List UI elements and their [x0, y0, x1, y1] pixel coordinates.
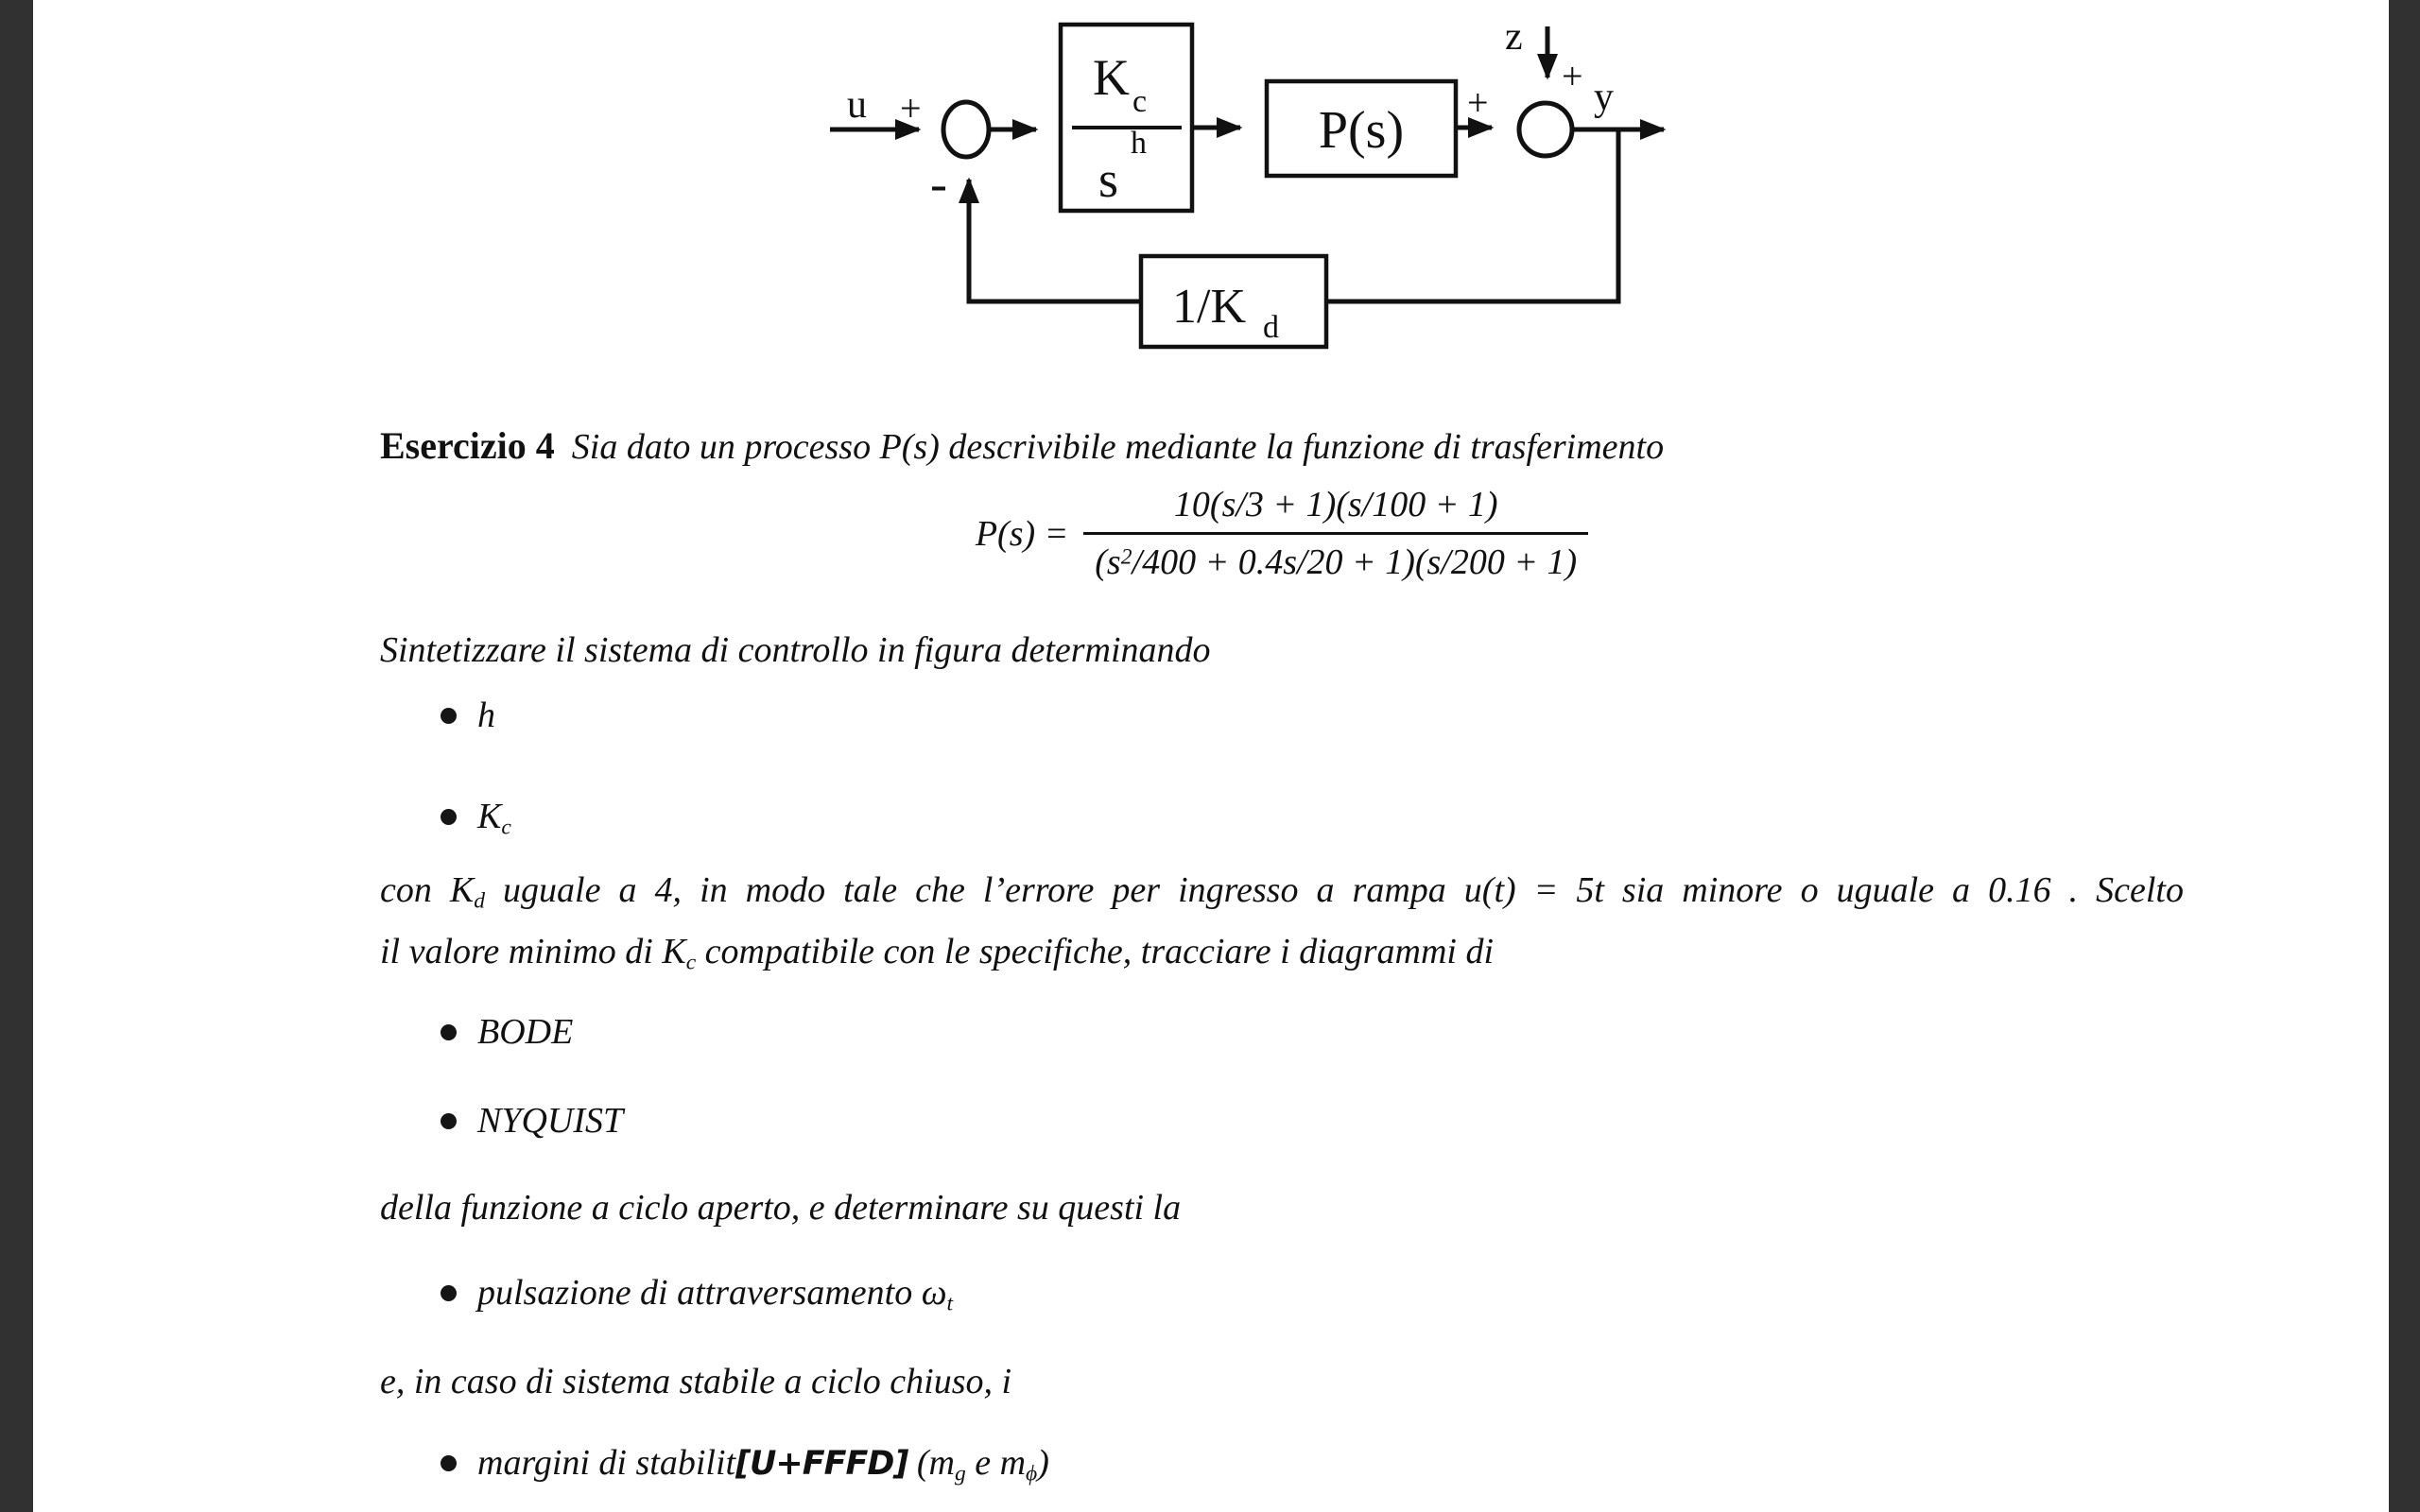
- feedback-block-sub: d: [1263, 310, 1279, 345]
- bullet-dot: [441, 809, 457, 825]
- exercise-number: Esercizio 4: [380, 424, 555, 467]
- formula-fraction: [1083, 484, 1588, 583]
- formula-denominator: $(s^2/400 + 0.4s/20 + 1)(s/200 + 1)$: [1095, 542, 1578, 582]
- bullet-bode: BODE: [441, 1010, 573, 1054]
- transfer-function-formula: [380, 484, 2184, 583]
- controller-denominator-sup: h: [1131, 126, 1147, 161]
- block-diagram-svg: [813, 0, 1720, 378]
- bullet-h: h: [441, 694, 495, 737]
- feedback-block-label: 1/K: [1172, 280, 1246, 334]
- bullet-dot: [441, 1455, 457, 1471]
- bullet-dot: [441, 1113, 457, 1129]
- open-loop-line: della funzione a ciclo aperto, e determinare su questi la: [380, 1188, 1182, 1228]
- constraint-line-1: con $K_d$ uguale a 4, in modo tale che l’errore per ingresso a rampa u(t) = 5t sia minore o uguale a 0.16 . Scelto: [380, 870, 2184, 914]
- feedback-minus-sign: -: [930, 155, 947, 212]
- controller-numerator: K: [1093, 49, 1130, 106]
- controller-denominator: s: [1098, 151, 1119, 208]
- formula-lhs: P(s) =: [975, 513, 1069, 554]
- disturbance-label: z: [1505, 15, 1523, 59]
- bullet-dot: [441, 1285, 457, 1301]
- bullet-nyquist: NYQUIST: [441, 1099, 623, 1143]
- disturbance-plus-sign: +: [1562, 55, 1583, 97]
- block-diagram: [813, 0, 1720, 378]
- replacement-char-token: [U+FFFD]: [735, 1445, 908, 1483]
- input-plus-sign: +: [900, 87, 922, 129]
- constraint-line-2: il valore minimo di $K_c$ compatibile con le specifiche, tracciare i diagrammi di: [380, 932, 1495, 975]
- left-gutter: [0, 0, 33, 1512]
- output-summing-junction: [1519, 103, 1572, 156]
- output-label: y: [1594, 76, 1614, 119]
- plant-label: P(s): [1318, 101, 1405, 160]
- bullet-crossover: pulsazione di attraversamento $\omega_t$: [441, 1271, 953, 1314]
- bullet-kc: $K_c$: [441, 795, 511, 838]
- bullet-dot: [441, 708, 457, 724]
- plant-plus-sign: +: [1467, 81, 1489, 124]
- input-label: u: [847, 83, 867, 127]
- controller-numerator-sub: c: [1132, 84, 1148, 119]
- exercise-heading-line: [380, 424, 1664, 469]
- error-summing-junction: [943, 102, 989, 157]
- bullet-dot: [441, 1024, 457, 1040]
- right-gutter: [2389, 0, 2420, 1512]
- bullet-margins: margini di stabilit[U+FFFD] ($m_g$ e $m_\phi$): [441, 1441, 1049, 1486]
- exercise-intro: Sia dato un processo P(s) descrivibile mediante la funzione di trasferimento: [571, 427, 1665, 467]
- stable-line: e, in caso di sistema stabile a ciclo chiuso, i: [380, 1362, 1012, 1401]
- formula-numerator: 10(s/3 + 1)(s/100 + 1): [1173, 485, 1498, 524]
- task-line: Sintetizzare il sistema di controllo in figura determinando: [380, 630, 1211, 670]
